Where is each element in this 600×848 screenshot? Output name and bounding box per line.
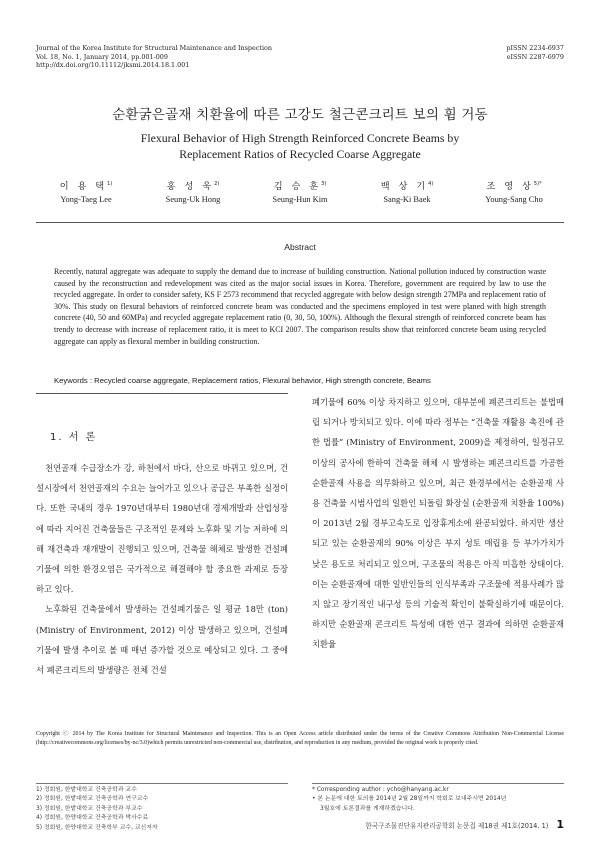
author-name-en: Young-Sang Cho [485,195,543,204]
discussion-note-cont: 3월호에 토론결과를 게재하겠습니다. [320,805,415,812]
body-column-right [312,392,564,655]
footnote: 5) 정회원, 한양대학교 건축학부 교수, 교신저자 [36,824,158,831]
author [357,178,457,204]
copyright-notice: Copyright ⓒ 2014 by The Korea Institute for Structural Maintenance and Inspection. This is an Open Access article distributed under the terms of the Creative Commons Attribution Non-Commercial License (http://creativecommons.org/licenses/by-nc/3.0)which permits unrestricted non-commercial use, distribution, and reproduction in any medium, provided the original work is properly cited. [36,731,564,747]
correspondence-footnotes [312,786,506,814]
author [250,178,350,204]
pissn: pISSN 2234-6937 [506,44,564,52]
paragraph: 천연골재 수급장소가 강, 하천에서 바다, 산으로 바뀌고 있으며, 건설시장에서 천연골재의 수요는 늘어가고 있으나 공급은 부족한 실정이다. 또한 국내의 경우 1970년대부터 1980년대 경제개발과 산업성장에 따라 지어진 건축물들은 구조적인 문제와 노후화 및 기능 저하에 의해 재건축과 재개발이 진행되고 있으며, 건축물 해체로 발생한 건설폐기물에 의한 환경오염은 국가적으로 해결해야 할 중요한 과제로 등장하고 있다. [36,463,288,595]
page-footer [365,818,564,831]
author-name-ko: 홍 성 욱 [166,181,215,192]
author-affil-mark: 5)* [533,181,542,187]
author-name-en: Yong-Taeg Lee [60,195,112,204]
author-name-ko: 조 영 상 [486,181,534,192]
abstract-heading: Abstract [284,242,316,252]
journal-doi[interactable]: http://dx.doi.org/10.11112/jksmi.2014.18.1.001 [36,61,190,70]
footnote: 1) 정회원, 한밭대학교 건축공학과 교수 [36,787,137,793]
affiliation-footnotes [36,786,158,833]
footnote-divider-left [36,783,288,784]
paragraph: 폐기물에 60% 이상 차지하고 있으며, 대부분에 폐콘크리트는 불법매립 되거나 방치되고 있다. 이에 따라 정부는 “건축물 재활용 촉진에 관한 법률” (Ministry of Environment, 2009)을 제정하여, 일정규모 이상의 공사에 한하여 건축물 해체 시 발생하는 폐콘크리트를 가공한 순환골재 사용을 의무화하고 있으며, 최근 환경부에서는 순환골재 사용 건축물 시범사업의 일환인 되돌림 화장실 (순환골재 치환율 100%)이 2013년 2월 경부고속도로 입장휴게소에 완공되었다. 하지만 생산되고 있는 순환골재의 90% 이상은 부지 성토 매립용 등 부가가치가 낮은 용도로 처리되고 있으며, 구조물의 적용은 아직 미흡한 상태이다. 이는 순환골재에 대한 일반인들의 인식부족과 구조물에 적용사례가 많지 않고 장기적인 내구성 등의 기술적 확인이 불확실하기에 때문이다. 하지만 순환골재 콘크리트 특성에 대한 연구 결과에 의하면 순환골재 치환율 [312,397,564,650]
issn-block [424,44,564,61]
footnote: 3) 정회원, 한밭대학교 건축공학과 부교수 [36,805,143,812]
eissn: eISSN 2287-6979 [506,52,564,61]
author-affil-mark: 1) [107,181,113,187]
author [143,178,243,204]
discussion-note: • 본 논문에 대한 토의를 2014년 2월 28일까지 학회로 보내주시면 2014년 [312,796,507,803]
footnote-divider-right [312,783,564,784]
section-heading: 1. 서 론 [50,432,98,443]
footnote: 4) 정회원, 한양대학교 건축공학과 박사수료 [36,815,149,822]
author-affil-mark: 4) [428,181,434,187]
author-name-ko: 백 상 기 [380,181,429,192]
footer-journal: 한국구조물진단유지관리공학회 논문집 제18권 제1호(2014. 1) [365,822,549,830]
body-column-left [36,458,288,680]
author-name-en: Seung-Uk Hong [165,195,221,204]
author-name-en: Seung-Hun Kim [272,195,328,204]
title-english-line2: Replacement Ratios of Recycled Coarse Aggregate [179,147,421,161]
author-list [36,178,564,204]
keywords: Keywords : Recycled coarse aggregate, Replacement ratios, Flexural behavior, High strength concrete, Beams [54,376,431,385]
paragraph: 노후화된 건축물에서 발생하는 건설폐기물은 일 평균 18만 (ton) (Ministry of Environment, 2012) 이상 발생하고 있으며, 건설폐기물에 발생 추이로 볼 때 매년 증가할 것으로 예상되고 있다. 그 중에서 폐콘크리트의 발생량은 전체 건설 [36,604,288,676]
title-korean: 순환굵은골재 치환율에 따른 고강도 철근콘크리트 보의 휨 거동 [112,107,488,123]
abstract-text: Recently, natural aggregate was adequate to supply the demand due to increase of building construction. National pollution induced by construction waste caused by the reconstruction and redevelopment was cited as the major social issues in Korea. Therefore, government are required by law to use the recycled aggregate. In order to consider safety, KS F 2573 recommend that recycled aggregate with below design strength 27MPa and replacement ratio of 30%. This study on flexural behaviors of reinforced concrete beam was conducted and the specimens employed in test were planed with high strength concrete (40, 50 and 60MPa) and recycled aggregate replacement ratio (0, 30, 50, 100%). Although the flexural strength of reinforced concrete beam has trendy to decrease with increase of replacement ratio, it is meet to KCI 2007. The comparison results show that reinforced concrete beam using recycled aggregate can apply as flexural member in building construction. [54,267,546,346]
corresponding-author[interactable]: * Corresponding author : ycho@hanyang.ac.kr [312,787,449,793]
divider-abstract [36,393,288,394]
author [36,178,136,204]
page-number: 1 [556,818,564,831]
author [464,178,564,204]
divider-top [36,222,564,223]
journal-header [36,44,366,70]
author-name-en: Sang-Ki Baek [383,195,431,204]
title-english [40,130,560,162]
author-affil-mark: 3) [321,181,327,187]
author-affil-mark: 2) [214,181,220,187]
author-name-ko: 이 용 택 [59,181,108,192]
journal-name: Journal of the Korea Institute for Structural Maintenance and Inspection [36,44,272,52]
title-english-line1: Flexural Behavior of High Strength Reinforced Concrete Beams by [140,131,460,145]
author-name-ko: 김 승 훈 [273,181,322,192]
footnote: 2) 정회원, 한밭대학교 건축공학과 연구교수 [36,796,149,803]
journal-volume: Vol. 18, No. 1, January 2014, pp.001-009 [36,52,168,61]
